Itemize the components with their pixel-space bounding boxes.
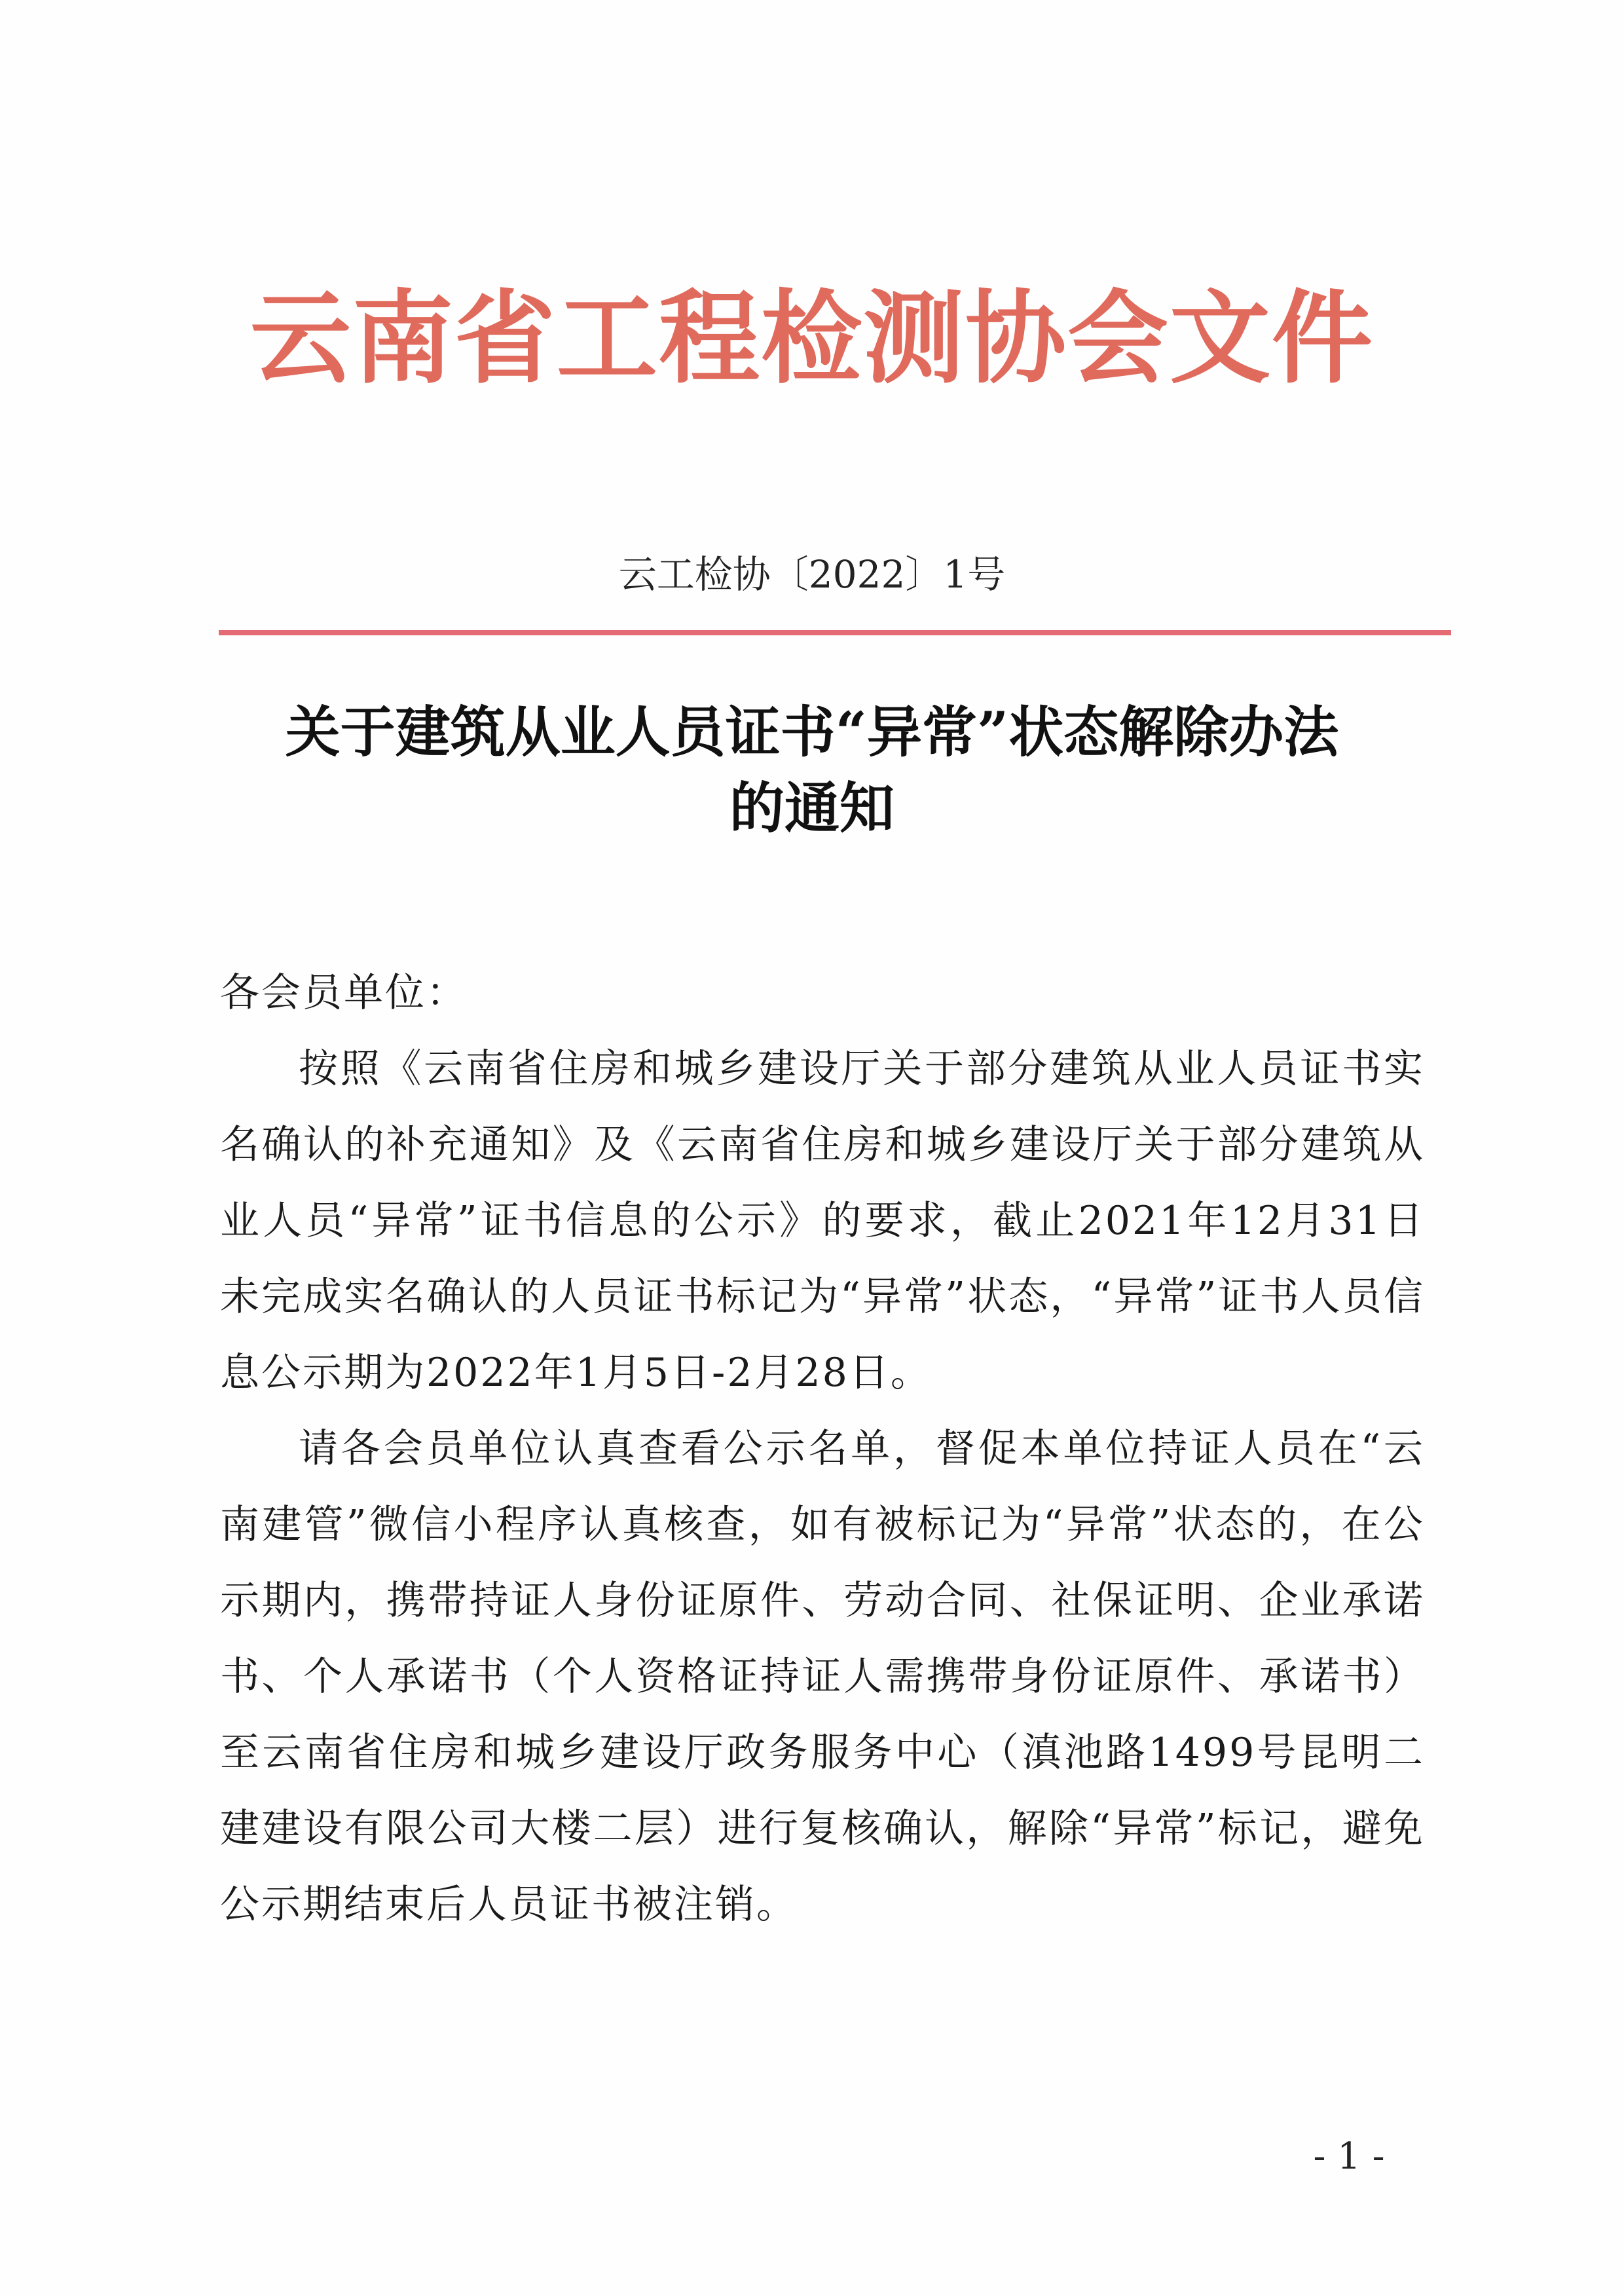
notice-title-line-1: 关于建筑从业人员证书“异常”状态解除办法 (285, 700, 1339, 764)
body-paragraph-1: 按照《云南省住房和城乡建设厅关于部分建筑从业人员证书实名确认的补充通知》及《云南省住房和城乡建设厅关于部分建筑从业人员“异常”证书信息的公示》的要求，截止2021年12月31日未完成实名确认的人员证书标记为“异常”状态，“异常”证书人员信息公示期为2022年1月5日-2月28日。 (220, 1046, 1425, 1396)
document-number: 云工检协〔2022〕1号 (618, 552, 1006, 597)
body-paragraph-2: 请各会员单位认真查看公示名单，督促本单位持证人员在“云南建管”微信小程序认真核查，如有被标记为“异常”状态的，在公示期内，携带持证人身份证原件、劳动合同、社保证明、企业承诺书、个人承诺书（个人资格证持证人需携带身份证原件、承诺书）至云南省住房和城乡建设厅政务服务中心（滇池路1499号昆明二建建设有限公司大楼二层）进行复核确认，解除“异常”标记，避免公示期结束后人员证书被注销。 (220, 1426, 1425, 1928)
red-divider-line (219, 630, 1451, 635)
masthead-title: 云南省工程检测协会文件 (249, 279, 1374, 398)
salutation: 各会员单位： (220, 970, 468, 1016)
notice-title (196, 694, 1428, 846)
notice-body (220, 955, 1425, 1943)
page-number: - 1 - (1313, 2135, 1385, 2178)
notice-title-line-2: 的通知 (729, 775, 895, 840)
